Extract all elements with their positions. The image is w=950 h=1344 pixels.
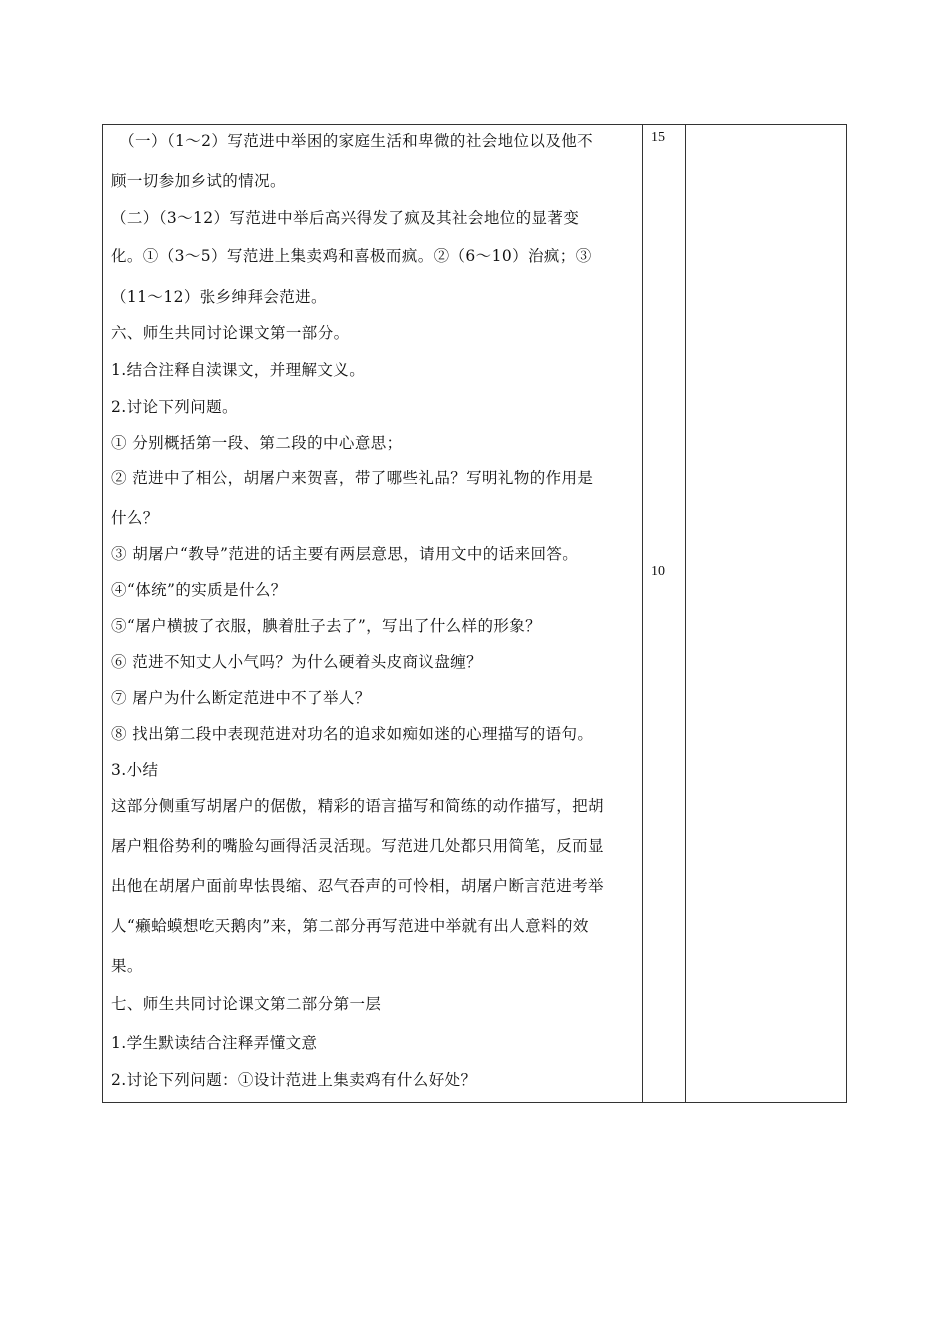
question-line: ⑤“屠户横披了衣服，腆着肚子去了”，写出了什么样的形象？ bbox=[111, 617, 542, 635]
text-line: 2.讨论下列问题：①设计范进上集卖鸡有什么好处？ bbox=[111, 1071, 477, 1089]
question-line: ⑦ 屠户为什么断定范进中不了举人？ bbox=[111, 689, 371, 707]
column-divider bbox=[685, 125, 686, 1102]
text-line: （二）（3～12）写范进中举后高兴得发了疯及其社会地位的显著变 bbox=[111, 209, 580, 227]
section-heading: 七、师生共同讨论课文第二部分第一层 bbox=[111, 995, 382, 1013]
summary-line: 果。 bbox=[111, 957, 143, 975]
text-line: 化。①（3～5）写范进上集卖鸡和喜极而疯。②（6～10）治疯；③ bbox=[111, 247, 592, 265]
text-line: 顾一切参加乡试的情况。 bbox=[111, 172, 286, 190]
text-line: 1.学生默读结合注释弄懂文意 bbox=[111, 1034, 318, 1052]
question-line: ① 分别概括第一段、第二段的中心意思； bbox=[111, 434, 403, 452]
column-divider bbox=[642, 125, 643, 1102]
section-heading: 六、师生共同讨论课文第一部分。 bbox=[111, 324, 350, 342]
text-line: （11～12）张乡绅拜会范进。 bbox=[111, 288, 327, 306]
text-line: 2.讨论下列问题。 bbox=[111, 398, 238, 416]
summary-line: 出他在胡屠户面前卑怯畏缩、忍气吞声的可怜相，胡屠户断言范进考举 bbox=[111, 877, 604, 895]
text-line: 3.小结 bbox=[111, 761, 159, 779]
summary-line: 屠户粗俗势利的嘴脸勾画得活灵活现。写范进几处都只用简笔，反而显 bbox=[111, 837, 604, 855]
text-line: （一）（1～2）写范进中举困的家庭生活和卑微的社会地位以及他不 bbox=[111, 132, 594, 150]
lesson-table bbox=[102, 124, 847, 1103]
question-line: ⑧ 找出第二段中表现范进对功名的追求如痴如迷的心理描写的语句。 bbox=[111, 725, 594, 743]
summary-line: 人“癞蛤蟆想吃天鹅肉”来，第二部分再写范进中举就有出人意料的效 bbox=[111, 917, 589, 935]
text-line: 1.结合注释自渎课文，并理解文义。 bbox=[111, 361, 366, 379]
question-line: ④“体统”的实质是什么？ bbox=[111, 581, 287, 599]
minutes-second: 10 bbox=[651, 564, 665, 579]
question-line: ⑥ 范进不知丈人小气吗？为什么硬着头皮商议盘缠？ bbox=[111, 653, 483, 671]
summary-line: 这部分侧重写胡屠户的倨傲，精彩的语言描写和简练的动作描写，把胡 bbox=[111, 797, 604, 815]
question-line: ② 范进中了相公，胡屠户来贺喜，带了哪些礼品？写明礼物的作用是 bbox=[111, 469, 594, 487]
minutes-first: 15 bbox=[651, 130, 665, 145]
question-line: 什么？ bbox=[111, 509, 159, 527]
question-line: ③ 胡屠户“教导”范进的话主要有两层意思，请用文中的话来回答。 bbox=[111, 545, 579, 563]
